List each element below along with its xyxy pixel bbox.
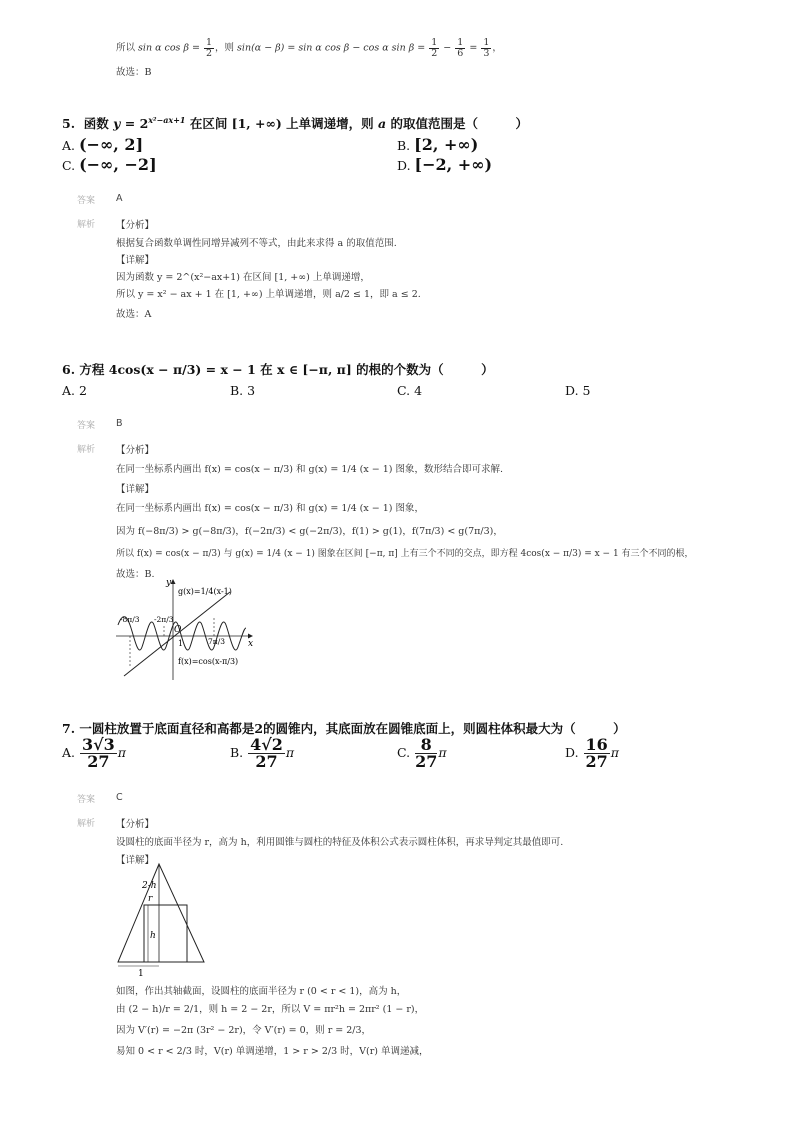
q5-fenxi: 【分析】 xyxy=(116,220,155,231)
q6-answer-label: 答案 xyxy=(77,421,96,431)
g-label: g(x)=1/4(x-1) xyxy=(178,587,232,596)
f-label: f(x)=cos(x-π/3) xyxy=(178,657,239,666)
q7-cone-section-figure xyxy=(112,860,212,980)
y-axis-label: y xyxy=(166,578,172,588)
tick-one: 1 xyxy=(178,639,184,648)
q6-analysis-label: 解析 xyxy=(77,445,96,455)
q7-fenxi-text: 设圆柱的底面半径为 r，高为 h，利用圆锥与圆柱的特征及体积公式表示圆柱体积，再求导判定其最值即可. xyxy=(116,837,564,848)
tick-7pi-3: 7π/3 xyxy=(208,637,225,646)
q6-line1: 在同一坐标系内画出 f(x) = cos(x − π/3) 和 g(x) = 1/4 (x − 1) 图象， xyxy=(116,503,425,514)
q6-line3: 所以 f(x) = cos(x − π/3) 与 g(x) = 1/4 (x − 1) 图象在区间 [−π, π] 上有三个不同的交点，即方程 4cos(x − π/3) = x − 1 有三个不同的根， xyxy=(116,549,694,559)
q5-option-d[interactable]: D. [−2, +∞) xyxy=(397,155,493,174)
q6-option-c[interactable]: C. 4 xyxy=(397,383,423,398)
q6-fenxi-text: 在同一坐标系内画出 f(x) = cos(x − π/3) 和 g(x) = 1/4 (x − 1) 图象，数形结合即可求解. xyxy=(116,464,504,475)
q5-fenxi-text: 根据复合函数单调性同增异减列不等式，由此来求得 a 的取值范围. xyxy=(116,238,397,249)
q6-xiangjie: 【详解】 xyxy=(116,484,155,495)
x-axis-label: x xyxy=(248,639,254,649)
q6-answer: B xyxy=(116,418,123,429)
q5-option-b[interactable]: B. [2, +∞) xyxy=(397,135,479,154)
q4-choose: 故选：B xyxy=(116,67,152,78)
q6-function-graph xyxy=(112,576,257,684)
q5-line2: 所以 y = x² − ax + 1 在 [1, +∞) 上单调递增，则 a/2 ≤ 1，即 a ≤ 2. xyxy=(116,289,421,300)
q4-conclusion-line: 所以 sin α cos β = $\frac{1}{2}$ ，则 sin(α − β) = sin α cos β − cos α sin β = $\frac{1}{2}$ − $\frac{1}{6}$ = $\frac{1}{3}$ ， xyxy=(116,37,502,59)
y-axis-arrow-icon xyxy=(171,579,176,584)
label-2-h: 2-h xyxy=(142,881,157,891)
q7-option-d[interactable]: D. $\frac{16}{27}$ π xyxy=(565,735,620,771)
label-1: 1 xyxy=(138,969,144,979)
q7-analysis-label: 解析 xyxy=(77,819,96,829)
q7-fenxi: 【分析】 xyxy=(116,819,155,830)
q7-line3: 因为 V′(r) = −2π (3r² − 2r)，令 V′(r) = 0，则 r = 2/3， xyxy=(116,1025,372,1036)
q7-option-b[interactable]: B. $\frac{4√2}{27}$ π xyxy=(230,735,295,771)
q6-line2: 因为 f(−8π/3) > g(−8π/3)，f(−2π/3) < g(−2π/3)，f(1) > g(1)，f(7π/3) < g(7π/3)， xyxy=(116,526,503,537)
q7-line4: 易知 0 < r < 2/3 时，V(r) 单调递增，1 > r > 2/3 时，V(r) 单调递减， xyxy=(116,1046,429,1057)
q7-option-c[interactable]: C. $\frac{8}{27}$ π xyxy=(397,735,447,771)
q5-analysis-label: 解析 xyxy=(77,220,96,230)
origin-label: O xyxy=(174,625,182,635)
q7-title: 7. 一圆柱放置于底面直径和高都是2的圆锥内，其底面放在圆锥底面上，则圆柱体积最大为（ ） xyxy=(62,721,626,736)
q6-fenxi: 【分析】 xyxy=(116,445,155,456)
q5-answer-label: 答案 xyxy=(77,196,96,206)
q7-answer-label: 答案 xyxy=(77,795,96,805)
q5-answer: A xyxy=(116,193,123,204)
q5-option-a[interactable]: A. (−∞, 2] xyxy=(62,135,144,154)
tick-neg-8pi-3: -8π/3 xyxy=(120,615,140,624)
q7-line2: 由 (2 − h)/r = 2/1，则 h = 2 − 2r，所以 V = πr²h = 2πr² (1 − r)， xyxy=(116,1004,425,1015)
q7-option-a[interactable]: A. $\frac{3√3}{27}$ π xyxy=(62,735,126,771)
q7-xiangjie: 【详解】 xyxy=(116,855,155,866)
q6-option-a[interactable]: A. 2 xyxy=(62,383,87,398)
q5-option-c[interactable]: C. (−∞, −2] xyxy=(62,155,157,174)
q5-title: 5. 函数 $y = 2^{x^2-ax+1}$ 在区间 [1, +∞) 上单调递增，则 a 的取值范围是（ ） xyxy=(62,114,528,131)
q6-option-d[interactable]: D. 5 xyxy=(565,383,591,398)
q6-title: 6. 方程 4cos(x − π/3) = x − 1 在 x ∈ [−π, π] 的根的个数为（ ） xyxy=(62,362,494,377)
label-h: h xyxy=(150,931,156,941)
label-r: r xyxy=(148,894,153,904)
cone-triangle xyxy=(118,864,204,962)
q5-xiangjie: 【详解】 xyxy=(116,255,155,266)
tick-neg-2pi-3: -2π/3 xyxy=(154,615,174,624)
q7-line1: 如图，作出其轴截面，设圆柱的底面半径为 r (0 < r < 1)，高为 h， xyxy=(116,986,407,997)
q7-answer: C xyxy=(116,792,123,803)
q6-option-b[interactable]: B. 3 xyxy=(230,383,256,398)
q5-choose: 故选：A xyxy=(116,309,152,320)
x-axis-arrow-icon xyxy=(248,634,253,639)
q6-choose: 故选：B. xyxy=(116,569,155,580)
q5-line1: 因为函数 y = 2^(x²−ax+1) 在区间 [1, +∞) 上单调递增， xyxy=(116,272,370,283)
